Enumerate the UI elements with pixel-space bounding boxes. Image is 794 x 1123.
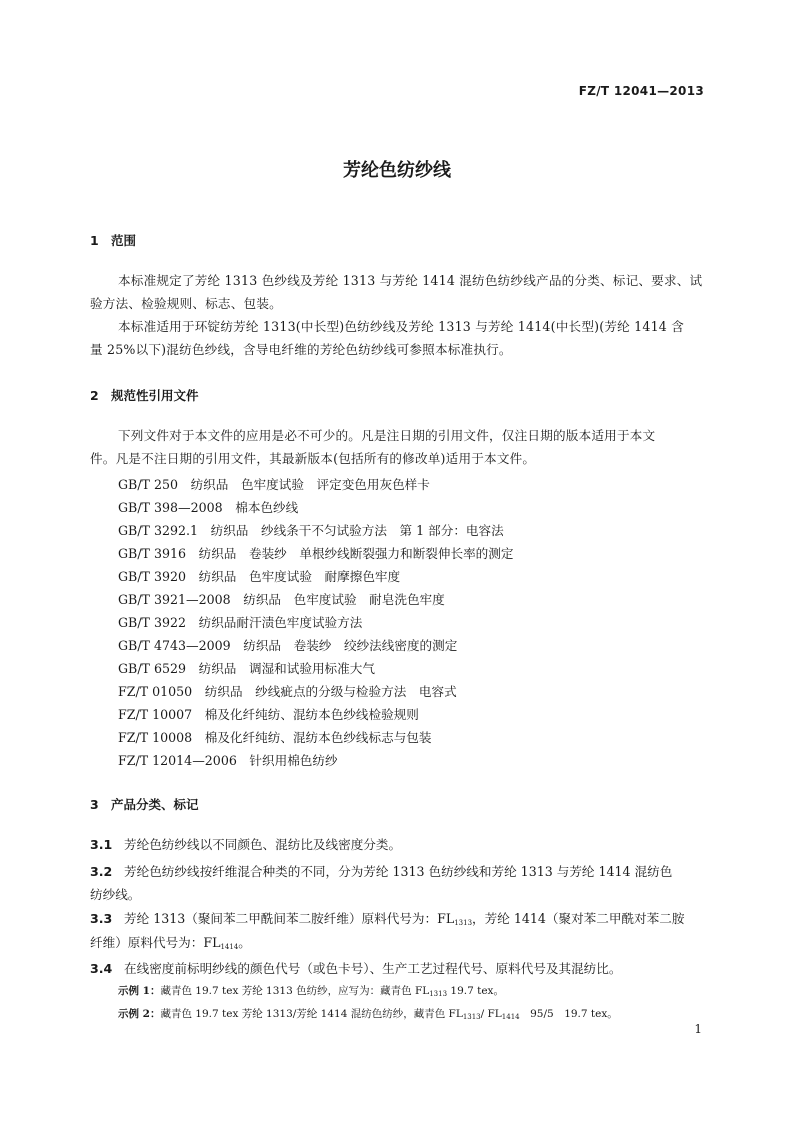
subscript: 1414 (220, 943, 239, 951)
example-label: 示例 2： (118, 1008, 161, 1020)
scope-paragraph-1-line-2: 验方法、检验规则、标志、包装。 (90, 296, 282, 311)
clause-number: 3.3 (90, 911, 113, 926)
clause-text: 在线密度前标明纱线的颜色代号（或色卡号）、生产工艺过程代号、原料代号及其混纺比。 (124, 961, 622, 976)
example-text: 19.7 tex。 (447, 985, 504, 997)
clause-text: 纤维）原料代号为：FL (90, 935, 221, 950)
clause-3-3-line-2 (90, 932, 251, 951)
clause-text: ，芳纶 1414（聚对苯二甲酰对苯二胺 (472, 911, 685, 926)
example-2 (118, 1006, 618, 1021)
section-title: 范围 (111, 233, 137, 248)
reference-item: FZ/T 10008 棉及化纤纯纺、混纺本色纱线标志与包装 (118, 730, 432, 745)
reference-item: GB/T 3922 纺织品耐汗渍色牢度试验方法 (118, 615, 363, 630)
section-number: 2 (90, 388, 99, 403)
section-number: 1 (90, 233, 99, 248)
reference-item: GB/T 3916 纺织品 卷装纱 单根纱线断裂强力和断裂伸长率的测定 (118, 546, 514, 561)
reference-item: GB/T 398—2008 棉本色纱线 (118, 500, 299, 515)
section-1-heading (90, 231, 136, 249)
section-title: 产品分类、标记 (111, 797, 199, 812)
clause-number: 3.4 (90, 961, 113, 976)
reference-item: GB/T 3292.1 纺织品 纱线条干不匀试验方法 第 1 部分：电容法 (118, 523, 504, 538)
normref-intro-line-1: 下列文件对于本文件的应用是必不可少的。凡是注日期的引用文件，仅注日期的版本适用于本文 (118, 428, 656, 443)
section-title: 规范性引用文件 (111, 388, 199, 403)
clause-3-2-line-1 (90, 861, 672, 880)
example-label: 示例 1： (118, 985, 161, 997)
clause-number: 3.2 (90, 864, 113, 879)
clause-text: 芳纶色纺纱线以不同颜色、混纺比及线密度分类。 (124, 837, 402, 852)
scope-paragraph-2-line-1: 本标准适用于环锭纺芳纶 1313(中长型)色纺纱线及芳纶 1313 与芳纶 1414(中长型)(芳纶 1414 含 (118, 319, 684, 334)
clause-3-1 (90, 834, 401, 853)
reference-item: GB/T 250 纺织品 色牢度试验 评定变色用灰色样卡 (118, 477, 430, 492)
section-3-heading (90, 795, 199, 813)
section-number: 3 (90, 797, 99, 812)
reference-item: FZ/T 01050 纺织品 纱线疵点的分级与检验方法 电容式 (118, 684, 457, 699)
clause-text: 芳纶色纺纱线按纤维混合种类的不同，分为芳纶 1313 色纺纱线和芳纶 1313 与芳纶 1414 混纺色 (124, 864, 673, 879)
subscript: 1414 (501, 1013, 520, 1021)
standard-code-header: FZ/T 12041—2013 (578, 84, 704, 98)
reference-item: GB/T 4743—2009 纺织品 卷装纱 绞纱法线密度的测定 (118, 638, 458, 653)
subscript: 1313 (429, 990, 448, 998)
example-1 (118, 983, 504, 998)
clause-3-2-line-2: 纺纱线。 (90, 887, 141, 902)
reference-item: FZ/T 12014—2006 针织用棉色纺纱 (118, 753, 338, 768)
reference-item: GB/T 3920 纺织品 色牢度试验 耐摩擦色牢度 (118, 569, 401, 584)
subscript: 1313 (454, 919, 473, 927)
example-text: 95/5 19.7 tex。 (519, 1008, 618, 1020)
example-text: / FL (480, 1008, 502, 1020)
clause-text: 。 (238, 935, 251, 950)
reference-item: FZ/T 10007 棉及化纤纯纺、混纺本色纱线检验规则 (118, 707, 419, 722)
reference-item: GB/T 6529 纺织品 调湿和试验用标准大气 (118, 661, 375, 676)
clause-3-3-line-1 (90, 908, 684, 927)
clause-number: 3.1 (90, 837, 113, 852)
clause-3-4 (90, 958, 621, 977)
scope-paragraph-1-line-1: 本标准规定了芳纶 1313 色纱线及芳纶 1313 与芳纶 1414 混纺色纺纱线产品的分类、标记、要求、试 (118, 273, 703, 288)
normref-intro-line-2: 件。凡是不注日期的引用文件，其最新版本(包括所有的修改单)适用于本文件。 (90, 451, 536, 466)
example-text: 藏青色 19.7 tex 芳纶 1313/芳纶 1414 混纺色纺纱，藏青色 FL (160, 1008, 463, 1020)
page-title: 芳纶色纺纱线 (343, 160, 451, 181)
scope-paragraph-2-line-2: 量 25%以下)混纺色纱线，含导电纤维的芳纶色纺纱线可参照本标准执行。 (90, 342, 512, 357)
subscript: 1313 (462, 1013, 481, 1021)
reference-item: GB/T 3921—2008 纺织品 色牢度试验 耐皂洗色牢度 (118, 592, 445, 607)
clause-text: 芳纶 1313（聚间苯二甲酰间苯二胺纤维）原料代号为：FL (124, 911, 455, 926)
page-number: 1 (694, 1022, 702, 1036)
example-text: 藏青色 19.7 tex 芳纶 1313 色纺纱，应写为：藏青色 FL (160, 985, 430, 997)
section-2-heading (90, 386, 199, 404)
